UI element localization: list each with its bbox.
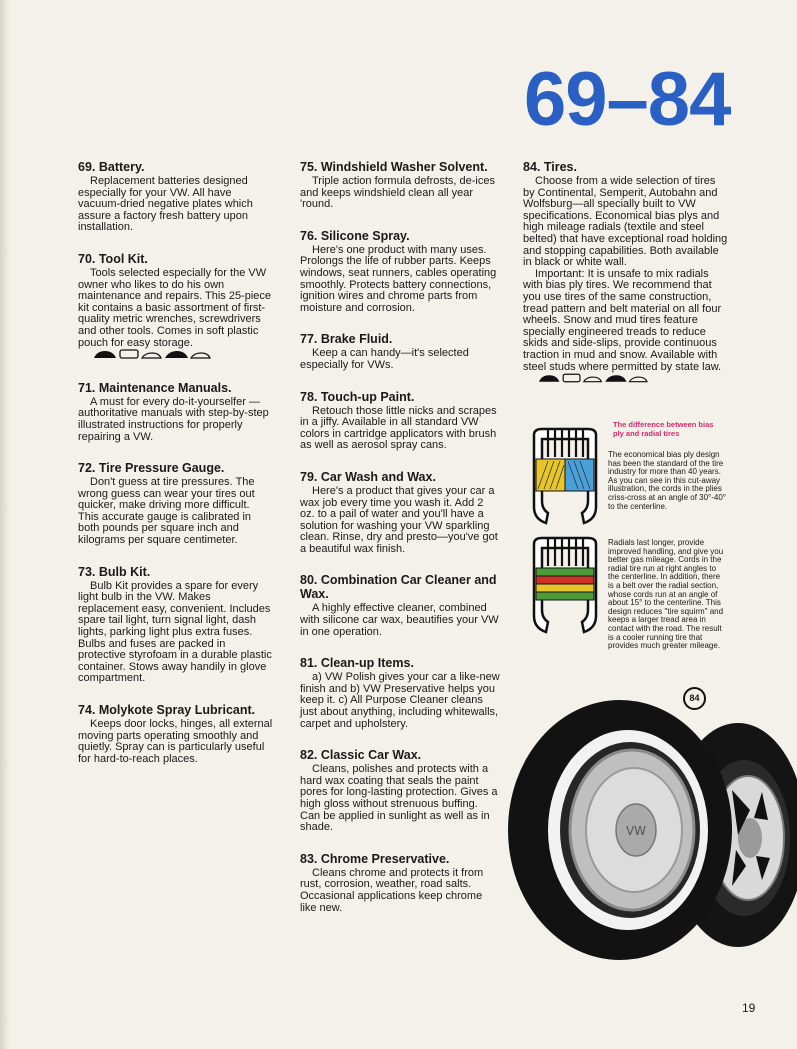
item-80 [300, 573, 500, 638]
item-body: Retouch those little nicks and scrapes in a jiffy. Available in all standard VW colors in cartridge applicators with brush as well as aerosol spray cans. [300, 404, 497, 452]
vw-model-icons [526, 373, 648, 387]
item-81 [300, 656, 500, 730]
item-69 [78, 160, 273, 234]
diagram-caption: The difference between bias ply and radial tires [613, 420, 714, 438]
item-title: 69. Battery. [78, 160, 145, 174]
item-body: Bulb Kit provides a spare for every light bulb in the VW. Makes replacement easy, convenient. Includes spare tail light, turn signal light, dash lights, parking light plus extra fuses. Bulbs and fuses are packed in protective styrofoam in a durable plastic container. Stows away handily in glove compartment. [78, 579, 272, 685]
item-title: 77. Brake Fluid. [300, 332, 393, 347]
radial-diagram [524, 536, 606, 636]
item-70 [78, 252, 273, 363]
item-84 [523, 160, 728, 387]
item-title: 83. Chrome Preservative. [300, 851, 450, 866]
item-75 [300, 160, 500, 211]
page-number: 19 [742, 1001, 756, 1015]
item-body: Here's a product that gives your car a wax job every time you wash it. Add 2 oz. to a pail of water and you'll have a solution for washing your VW sparkling clean. Rinse, dry and presto—you've got a beautiful wax finish. [300, 484, 498, 555]
item-title: 84. Tires. [523, 160, 577, 174]
item-body: A must for every do-it-yourselfer —authoritative manuals with step-by-step illustrated instructions for properly repairing a VW. [78, 395, 269, 443]
item-body-warning: Important: It is unsafe to mix radials with bias ply tires. We recommend that you use tires of the same construction, tread pattern and belt material on all four wheels. Snow and mud tires feature specially engineered treads to reduce skids and side-slips, provide continuous traction in mud and snow. Available with steel studs where permitted by state law. [523, 269, 728, 387]
item-71 [78, 381, 273, 443]
item-79 [300, 470, 500, 556]
item-78 [300, 390, 500, 452]
item-body: Keep a can handy—it's selected especially for VWs. [300, 347, 469, 371]
item-body: Cleans chrome and protects it from rust, corrosion, weather, road salts. Occasional applications keep chrome like new. [300, 866, 484, 914]
item-title: 76. Silicone Spray. [300, 228, 410, 243]
item-body: Here's one product with many uses. Prolongs the life of rubber parts. Keeps windows, seat runners, cables operating smoothly. Protects battery connections, ignition wires and chrome parts from moisture and corrosion. [300, 243, 497, 314]
item-title: 78. Touch-up Paint. [300, 389, 415, 404]
item-body: Cleans, polishes and protects with a hard wax coating that seals the paint pores for long-lasting protection. Gives a high gloss without strenuous buffing. Can be applied in sunlight as well as in shade. [300, 763, 498, 834]
item-body: a) VW Polish gives your car a like-new finish and b) VW Preservative helps you keep it. c) All Purpose Cleaner cleans just about anything, including whitewalls, carpet and upholstery. [300, 671, 500, 730]
item-body: A highly effective cleaner, combined with silicone car wax, beautifies your VW in one operation. [300, 602, 499, 638]
page-spine-shadow [0, 0, 10, 1049]
item-74 [78, 703, 273, 765]
item-76 [300, 229, 500, 315]
item-title: 81. Clean-up Items. [300, 656, 414, 671]
bias-ply-description: The economical bias ply design has been the standard of the tire industry for more than 40 years. As you can see in this cut-away illustration, the cords in the plies criss-cross at an angle of 30°-40° to the centerline. [608, 450, 727, 511]
item-body: Don't guess at tire pressures. The wrong guess can wear your tires out quicker, make driving more difficult. This accurate gauge is calibrated in both pounds per square inch and kilograms per square centimeter. [78, 476, 255, 547]
item-range-heading: 69–84 [524, 57, 731, 142]
item-73 [78, 565, 273, 685]
vw-model-icons [81, 349, 211, 363]
item-title: 74. Molykote Spray Lubricant. [78, 703, 256, 717]
column-middle [300, 160, 500, 932]
svg-text:VW: VW [625, 824, 647, 838]
item-title: 72. Tire Pressure Gauge. [78, 461, 225, 476]
item-body: Choose from a wide selection of tires by Continental, Semperit, Autobahn and Wolfsburg—all specially built to VW specifications. Economical bias plys and high mileage radials (textile and steel belted) that have exceptional road holding and stopping capabilities. Both available in black or white wall. [523, 175, 728, 269]
item-body: Triple action formula defrosts, de-ices and keeps windshield clean all year 'round. [300, 175, 495, 211]
tires-illustration [500, 690, 797, 980]
item-number-badge: 84 [683, 687, 706, 710]
item-83 [300, 852, 500, 914]
item-title: 82. Classic Car Wax. [300, 748, 422, 763]
item-title: 71. Maintenance Manuals. [78, 380, 232, 395]
item-title: 73. Bulb Kit. [78, 564, 151, 579]
item-title: 70. Tool Kit. [78, 251, 148, 266]
item-title: 79. Car Wash and Wax. [300, 469, 436, 484]
item-body: Replacement batteries designed especially for your VW. All have vacuum-dried negative plates which assure a factory fresh battery upon installation. [78, 175, 253, 234]
item-82 [300, 748, 500, 834]
radial-description: Radials last longer, provide improved handling, and give you better gas mileage. Cords in the radial tire run at right angles to the centerline. In addition, there is a belt over the radial section, whose cords run at an angle of about 15° to the centerline. This design reduces "tire squirm" and keeps a larger tread area in contact with the road. The result is a cooler running tire that provides much greater mileage. [608, 538, 724, 651]
item-body: Tools selected especially for the VW owner who likes to do his own maintenance and repairs. This 25-piece kit contains a basic assortment of first-quality metric wrenches, screwdrivers and other tools. Comes in soft plastic pouch for easy storage. [78, 268, 273, 363]
column-right [523, 160, 728, 405]
item-body: Keeps door locks, hinges, all external moving parts operating smoothly and quietly. Spray can is particularly useful for hard-to-reach places. [78, 718, 273, 765]
item-77 [300, 332, 500, 371]
item-72 [78, 461, 273, 547]
car-icons [538, 373, 648, 383]
item-title: 80. Combination Car Cleaner and Wax. [300, 573, 497, 602]
column-left [78, 160, 273, 783]
car-icons [93, 349, 211, 359]
item-title: 75. Windshield Washer Solvent. [300, 160, 488, 174]
bias-ply-diagram [524, 427, 606, 527]
